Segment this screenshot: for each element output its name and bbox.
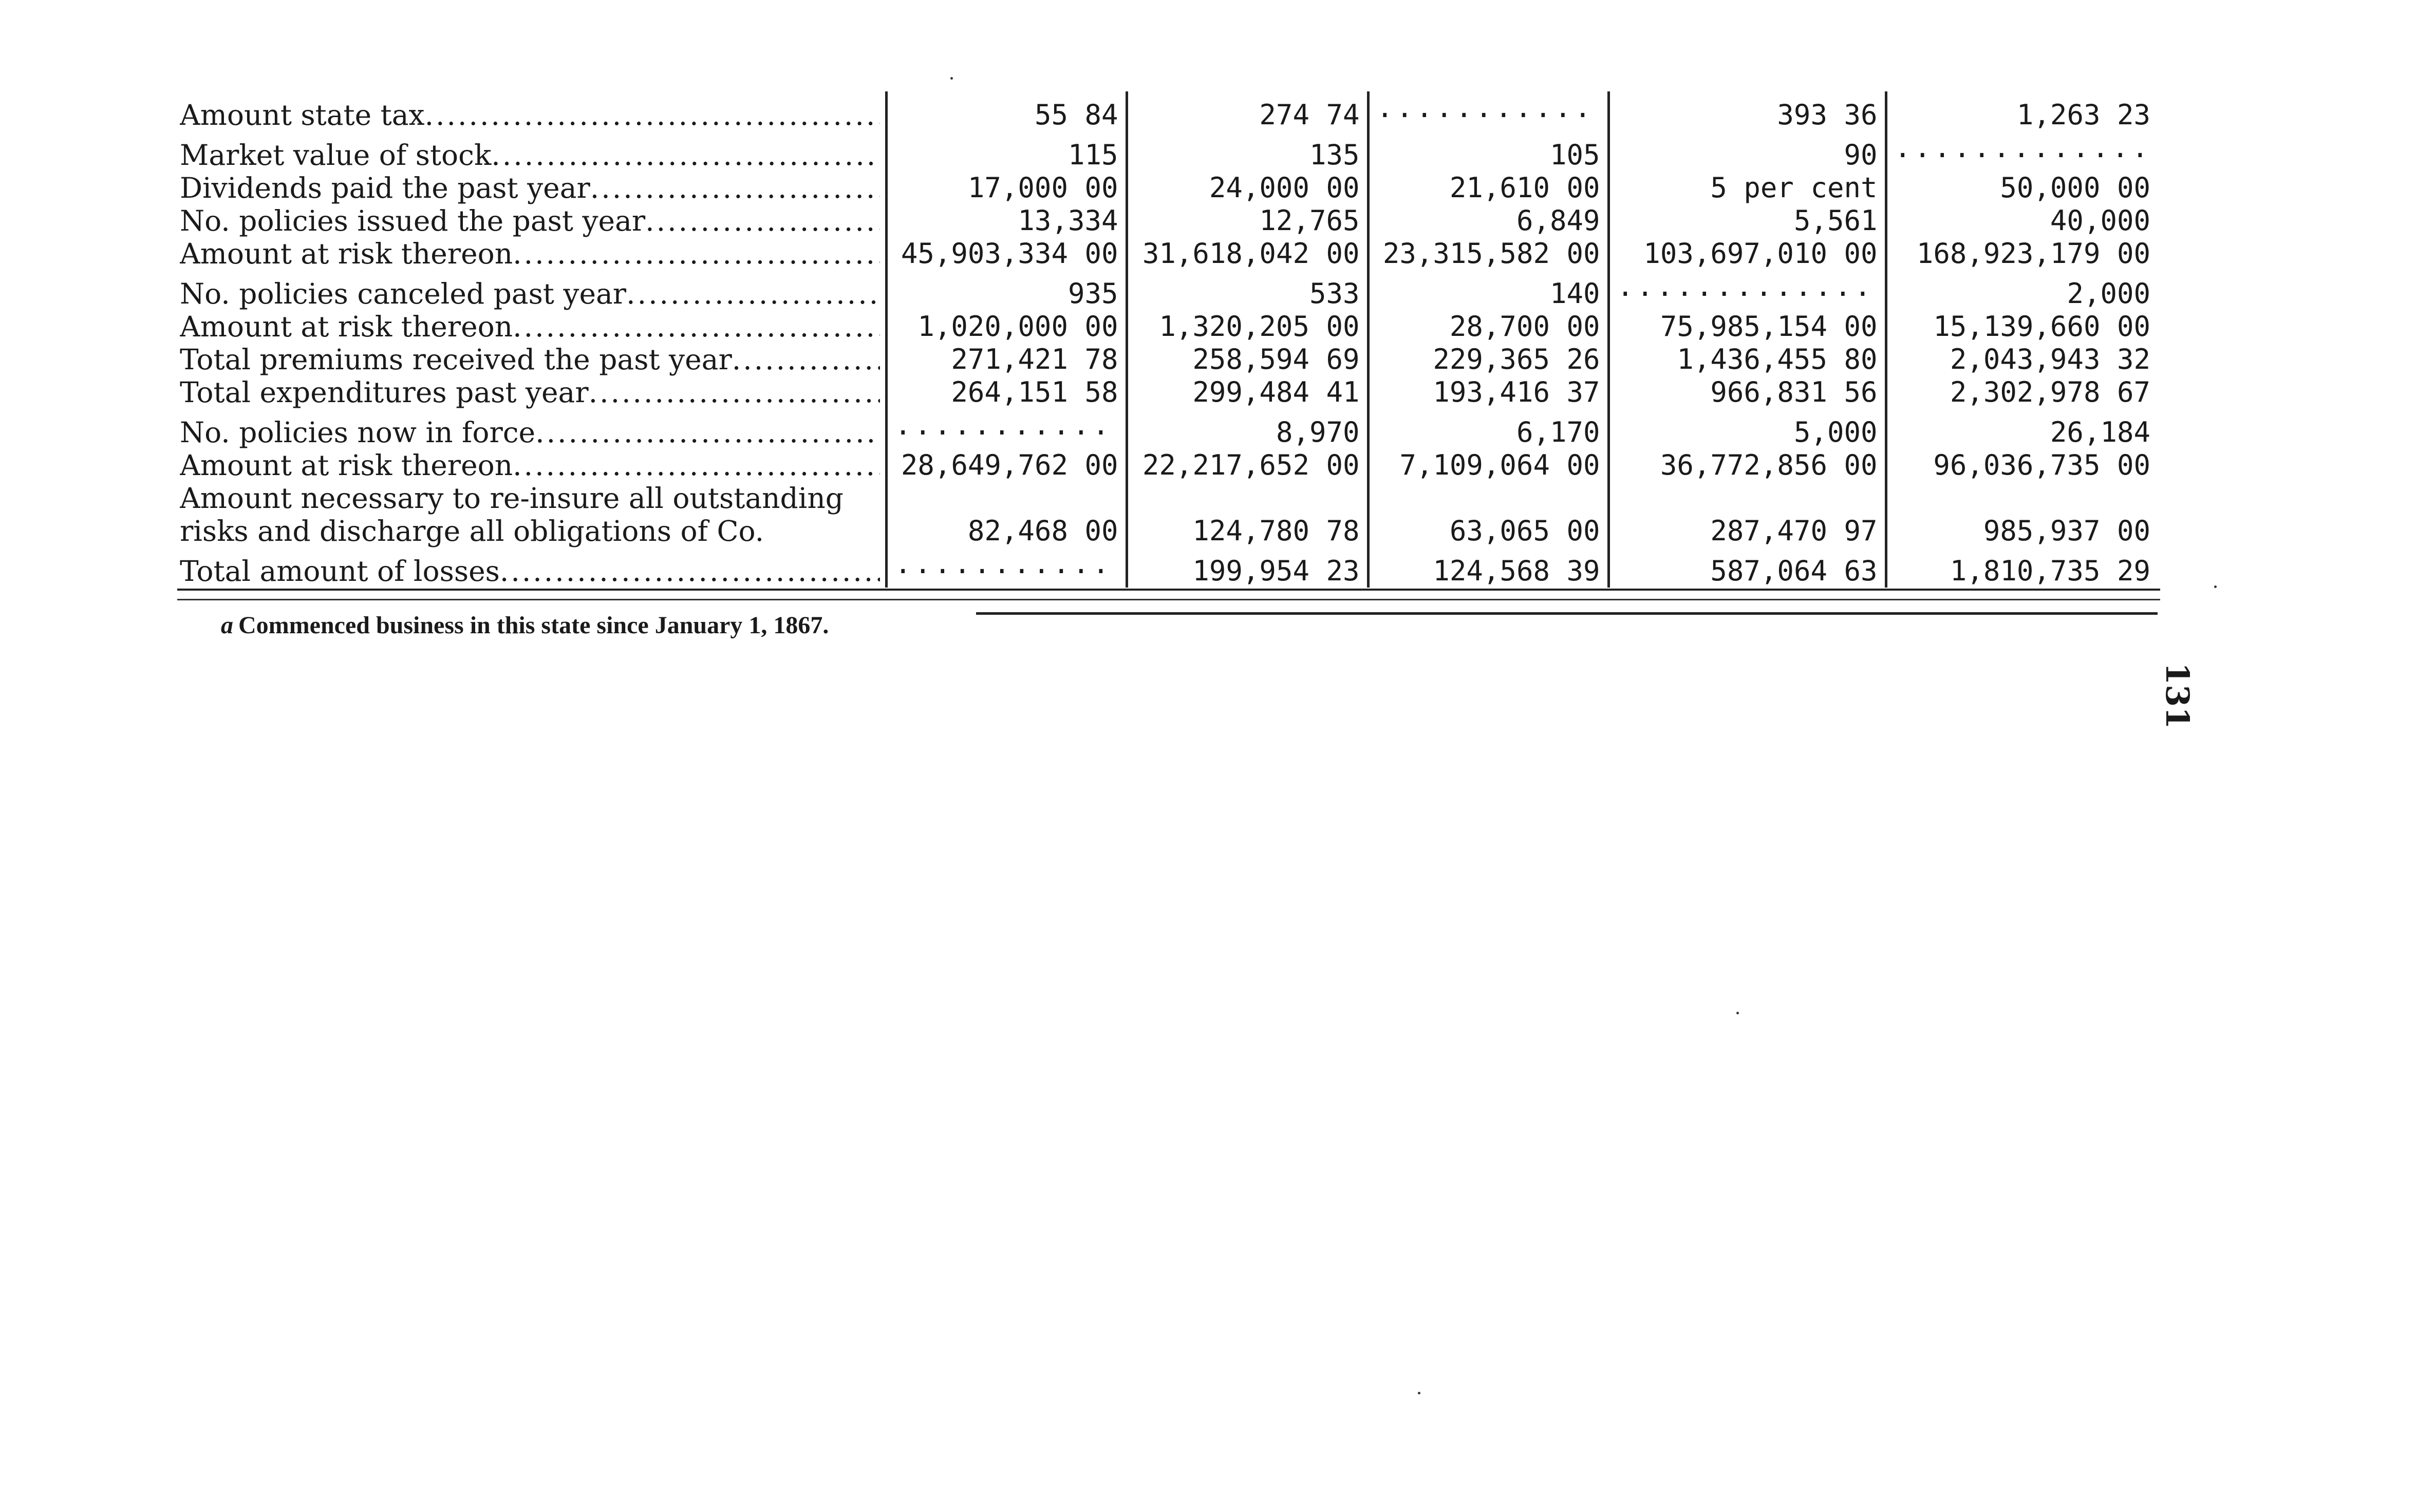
row-label: No. policies issued the past year ..... bbox=[180, 204, 886, 237]
cell-c3: 28,700 00 bbox=[1368, 310, 1608, 343]
dot-leader bbox=[1895, 131, 2151, 164]
page-number: 131 bbox=[2159, 663, 2196, 729]
cell-c3: 63,065 00 bbox=[1368, 515, 1608, 547]
table-row bbox=[180, 547, 2158, 588]
table-row bbox=[180, 204, 2158, 237]
cell-c2: 199,954 23 bbox=[1127, 547, 1368, 588]
cell-c5: 96,036,735 00 bbox=[1933, 449, 2150, 481]
row-label: Amount at risk thereon ..... bbox=[180, 237, 886, 270]
dot-leader bbox=[589, 376, 880, 409]
footnote-text: Commenced business in this state since January 1, 1867. bbox=[238, 612, 829, 639]
cell-c1: 17,000 00 bbox=[886, 172, 1127, 204]
cell-c5: 50,000 00 bbox=[2000, 172, 2150, 204]
table-row bbox=[180, 515, 2158, 547]
row-label: Total expenditures past year ..... bbox=[180, 376, 886, 409]
cell-c4: 5 per cent bbox=[1608, 172, 1886, 204]
cell-c3: 124,568 39 bbox=[1368, 547, 1608, 588]
cell-c2: 31,618,042 00 bbox=[1127, 237, 1368, 270]
footnote bbox=[221, 611, 829, 639]
table-bottom-rule bbox=[976, 612, 2158, 615]
row-label: Amount state tax ..... bbox=[180, 91, 886, 131]
row-label: risks and discharge all obligations of Co. bbox=[180, 515, 886, 547]
cell-c1: 1,020,000 00 bbox=[886, 310, 1127, 343]
table-row bbox=[180, 376, 2158, 409]
cell-c2: 22,217,652 00 bbox=[1127, 449, 1368, 482]
cell-c4: 36,772,856 00 bbox=[1608, 449, 1886, 482]
table-bottom-rule bbox=[177, 589, 2160, 591]
cell-c1: 935 bbox=[886, 270, 1127, 310]
cell-c4: 587,064 63 bbox=[1608, 547, 1886, 588]
row-label: Amount at risk thereon ..... bbox=[180, 310, 886, 343]
cell-c5: 2,000 bbox=[2067, 277, 2150, 310]
scan-speck bbox=[1736, 1012, 1739, 1014]
dot-leader bbox=[513, 449, 879, 482]
cell-c5 bbox=[1886, 482, 2158, 515]
row-label: No. policies now in force ..... bbox=[180, 409, 886, 449]
cell-c3: 140 bbox=[1368, 270, 1608, 310]
table-bottom-rule bbox=[177, 599, 2160, 600]
dot-leader bbox=[491, 139, 879, 172]
dot-leader bbox=[500, 555, 880, 588]
cell-c2 bbox=[1127, 482, 1368, 515]
scan-speck bbox=[2214, 585, 2217, 588]
cell-c3: 229,365 26 bbox=[1368, 343, 1608, 376]
cell-c5: 168,923,179 00 bbox=[1916, 237, 2150, 270]
row-label: No. policies canceled past year ..... bbox=[180, 270, 886, 310]
dot-leader bbox=[895, 547, 1118, 580]
dot-leader bbox=[590, 172, 880, 204]
cell-c1: 271,421 78 bbox=[886, 343, 1127, 376]
cell-c1: 13,334 bbox=[886, 204, 1127, 237]
cell-c5: 985,937 00 bbox=[1983, 515, 2150, 547]
cell-c2: 124,780 78 bbox=[1127, 515, 1368, 547]
row-label: Total amount of losses ..... bbox=[180, 547, 886, 588]
cell-c2: 24,000 00 bbox=[1127, 172, 1368, 204]
dot-leader bbox=[732, 343, 880, 376]
cell-c1: 82,468 00 bbox=[886, 515, 1127, 547]
dot-leader bbox=[626, 277, 879, 310]
row-label: Dividends paid the past year ..... bbox=[180, 172, 886, 204]
cell-c3: 105 bbox=[1368, 131, 1608, 172]
cell-c4: 90 bbox=[1608, 131, 1886, 172]
cell-c2: 1,320,205 00 bbox=[1127, 310, 1368, 343]
dot-leader bbox=[1617, 270, 1878, 303]
cell-c1 bbox=[886, 547, 1127, 588]
footnote-marker: a bbox=[221, 612, 233, 639]
dot-leader bbox=[513, 237, 879, 270]
cell-c4: 103,697,010 00 bbox=[1608, 237, 1886, 270]
cell-c1: 55 84 bbox=[886, 91, 1127, 131]
dot-leader bbox=[425, 99, 880, 131]
row-label: Amount necessary to re-insure all outstanding bbox=[180, 482, 886, 515]
cell-c5: 1,810,735 29 bbox=[1950, 555, 2150, 587]
cell-c2: 8,970 bbox=[1127, 409, 1368, 449]
cell-c5: 15,139,660 00 bbox=[1933, 310, 2150, 343]
cell-c5: 40,000 bbox=[2050, 204, 2150, 237]
cell-c1: 28,649,762 00 bbox=[886, 449, 1127, 482]
cell-c4: 966,831 56 bbox=[1608, 376, 1886, 409]
cell-c5: 2,302,978 67 bbox=[1950, 376, 2150, 408]
table-row bbox=[180, 172, 2158, 204]
cell-c5 bbox=[1886, 131, 2158, 172]
cell-c4: 75,985,154 00 bbox=[1608, 310, 1886, 343]
cell-c2: 299,484 41 bbox=[1127, 376, 1368, 409]
cell-c3: 6,170 bbox=[1368, 409, 1608, 449]
table-row bbox=[180, 237, 2158, 270]
cell-c2: 533 bbox=[1127, 270, 1368, 310]
cell-c4 bbox=[1608, 482, 1886, 515]
cell-c3 bbox=[1368, 482, 1608, 515]
scan-speck bbox=[1418, 1392, 1420, 1394]
row-label: Amount at risk thereon ..... bbox=[180, 449, 886, 482]
cell-c4: 1,436,455 80 bbox=[1608, 343, 1886, 376]
cell-c4: 5,561 bbox=[1608, 204, 1886, 237]
cell-c5: 2,043,943 32 bbox=[1950, 343, 2150, 375]
cell-c3: 6,849 bbox=[1368, 204, 1608, 237]
cell-c2: 135 bbox=[1127, 131, 1368, 172]
cell-c3: 23,315,582 00 bbox=[1368, 237, 1608, 270]
cell-c2: 12,765 bbox=[1127, 204, 1368, 237]
table-row bbox=[180, 449, 2158, 482]
statistics-table bbox=[180, 91, 2158, 588]
cell-c4: 393 36 bbox=[1608, 91, 1886, 131]
table-row bbox=[180, 482, 2158, 515]
cell-c4 bbox=[1608, 270, 1886, 310]
table-row bbox=[180, 131, 2158, 172]
cell-c1 bbox=[886, 482, 1127, 515]
cell-c1: 115 bbox=[886, 131, 1127, 172]
cell-c1: 264,151 58 bbox=[886, 376, 1127, 409]
dot-leader bbox=[645, 204, 879, 237]
cell-c5: 26,184 bbox=[2050, 416, 2150, 448]
table-row bbox=[180, 270, 2158, 310]
cell-c3: 21,610 00 bbox=[1368, 172, 1608, 204]
cell-c2: 258,594 69 bbox=[1127, 343, 1368, 376]
dot-leader bbox=[895, 409, 1118, 442]
cell-c2: 274 74 bbox=[1127, 91, 1368, 131]
table-row bbox=[180, 310, 2158, 343]
row-label: Total premiums received the past year ..... bbox=[180, 343, 886, 376]
cell-c3: 7,109,064 00 bbox=[1368, 449, 1608, 482]
dot-leader bbox=[535, 416, 879, 449]
cell-c1 bbox=[886, 409, 1127, 449]
row-label: Market value of stock ..... bbox=[180, 131, 886, 172]
table-row bbox=[180, 409, 2158, 449]
dot-leader bbox=[513, 310, 879, 343]
table-row bbox=[180, 91, 2158, 131]
dot-leader bbox=[1377, 91, 1600, 124]
cell-c5: 1,263 23 bbox=[2016, 99, 2150, 131]
cell-c4: 287,470 97 bbox=[1608, 515, 1886, 547]
cell-c3: 193,416 37 bbox=[1368, 376, 1608, 409]
cell-c4: 5,000 bbox=[1608, 409, 1886, 449]
cell-c1: 45,903,334 00 bbox=[886, 237, 1127, 270]
scan-speck bbox=[950, 77, 953, 80]
cell-c3 bbox=[1368, 91, 1608, 131]
table-row bbox=[180, 343, 2158, 376]
